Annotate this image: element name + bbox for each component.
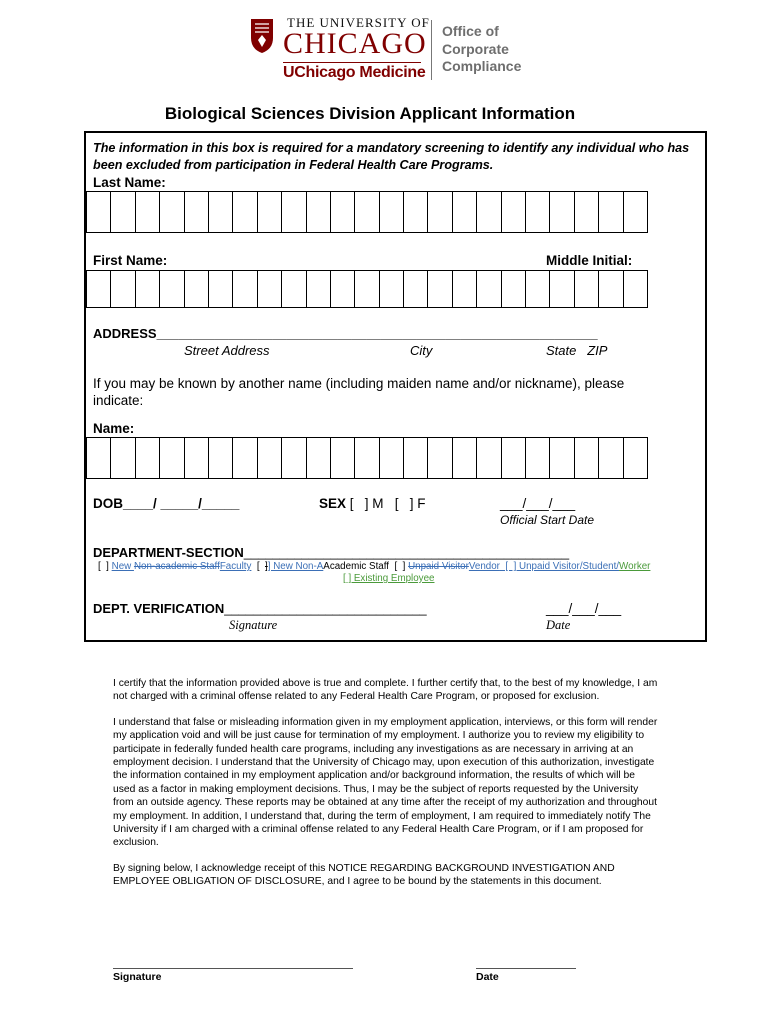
university-small-heading: THE UNIVERSITY OF [287,15,430,30]
certify-paragraph-2: I understand that false or misleading information given in my employment application, interviews, or this form will render my application void and will be just cause for termination of my employment. I authorize you to review my eligibility to participate in federally funded health care programs, including any investigations as are necessary in arriving at an employment decision. I understand that the University of Chicago may, upon execution of this authorization, investigate the information contained in my employment application and/or background information, the results of which will be used as a factor in making employment decisions. Thus, I may be the subject of reports requested by the University from an outside agency. These reports may be obtained at any time after the receipt of my authorization and throughout my employment. In addition, I understand that, during the term of employment, I am required to immediately notify The University if I am charged with a criminal offense related to any Federal Health Care Program, or if I am proposed for exclusion. [113,716,658,849]
char-cell[interactable] [282,270,306,308]
address-field[interactable]: ADDRESS_____________________________________________________________ [93,326,598,341]
char-cell[interactable] [87,191,111,233]
char-cell[interactable] [233,191,257,233]
signature-line[interactable] [113,968,353,969]
verification-date-field[interactable]: ___/___/___ [546,601,622,616]
department-blank[interactable]: _____________________________________________ [243,545,570,560]
option-existing-employee[interactable]: [ ] Existing Employee [343,573,435,584]
char-cell[interactable] [404,270,428,308]
char-cell[interactable] [575,437,599,479]
sex-options[interactable]: [ ] M [ ] F [349,496,426,511]
char-cell[interactable] [575,191,599,233]
logo-divider [283,62,421,63]
char-cell[interactable] [282,437,306,479]
other-name-label: Name: [93,421,135,436]
sex-field[interactable] [319,496,426,511]
other-name-prompt: If you may be known by another name (including maiden name and/or nickname), please indicate: [93,376,625,408]
char-cell[interactable] [209,437,233,479]
char-cell[interactable] [453,437,477,479]
page-title: Biological Sciences Division Applicant Information [164,104,576,123]
char-cell[interactable] [599,437,623,479]
date-caption: Date [546,618,571,632]
char-cell[interactable] [428,437,452,479]
other-name-grid[interactable] [86,437,648,479]
dept-verification-blank[interactable]: ____________________________ [224,601,427,616]
char-cell[interactable] [355,270,379,308]
last-name-grid[interactable] [86,191,648,233]
char-cell[interactable] [136,437,160,479]
char-cell[interactable] [185,437,209,479]
char-cell[interactable] [258,437,282,479]
char-cell[interactable] [258,270,282,308]
char-cell[interactable] [624,437,648,479]
char-cell[interactable] [331,191,355,233]
option-unpaid-visitor-struck: Unpaid Visitor [408,561,469,572]
char-cell[interactable] [355,191,379,233]
char-cell[interactable] [599,191,623,233]
char-cell[interactable] [428,191,452,233]
last-name-label: Last Name: [93,175,166,190]
certify-paragraph-1: I certify that the information provided above is true and complete. I further certify that, to the best of my knowledge, I am not charged with a criminal offense related to any Federal Health Care Program, or proposed for exclusion. [113,678,658,703]
signature-label: Signature [113,971,162,983]
office-line-2: Corporate [442,40,509,57]
char-cell[interactable] [502,437,526,479]
first-name-label: First Name: [93,253,168,268]
office-line-1: Office of [442,23,499,39]
dob-field[interactable]: DOB____/ _____/_____ [93,496,240,511]
char-cell[interactable] [428,270,452,308]
char-cell[interactable] [307,437,331,479]
option-academic-staff: Academic Staff [323,561,390,572]
dept-verification-field[interactable] [93,601,427,616]
char-cell[interactable] [160,191,184,233]
university-seal-icon [250,18,274,54]
dept-verification-label: DEPT. VERIFICATION [93,601,225,616]
char-cell[interactable] [550,270,574,308]
option-new: New [111,561,134,572]
option-vendor: Vendor [468,561,500,572]
option-faculty: Faculty [219,561,252,572]
state-zip-caption: State ZIP [546,343,608,358]
option-worker: Worker [619,561,651,572]
signature-caption: Signature [229,618,278,632]
date-label: Date [476,971,499,983]
department-label: DEPARTMENT-SECTION [93,545,244,560]
char-cell[interactable] [502,270,526,308]
char-cell[interactable] [526,270,550,308]
char-cell[interactable] [111,191,135,233]
char-cell[interactable] [331,437,355,479]
option-bracket[interactable]: [ [251,561,266,572]
char-cell[interactable] [477,437,501,479]
char-cell[interactable] [380,191,404,233]
char-cell[interactable] [477,270,501,308]
char-cell[interactable] [307,270,331,308]
city-caption: City [410,343,433,358]
start-date-caption: Official Start Date [500,513,595,527]
char-cell[interactable] [136,270,160,308]
char-cell[interactable] [87,437,111,479]
char-cell[interactable] [111,437,135,479]
char-cell[interactable] [185,270,209,308]
char-cell[interactable] [185,191,209,233]
sex-label: SEX [319,496,347,511]
option-non-academic-struck: Non-academic Staff [133,561,220,572]
char-cell[interactable] [624,191,648,233]
char-cell[interactable] [380,437,404,479]
char-cell[interactable] [160,270,184,308]
certification-text [113,677,658,901]
uchicago-medicine-logo-text: UChicago Medicine [283,64,426,81]
char-cell[interactable] [599,270,623,308]
option-bracket[interactable]: [ ] [389,561,409,572]
char-cell[interactable] [307,191,331,233]
char-cell[interactable] [209,270,233,308]
option-new-non-a: ] New Non-A [267,561,324,572]
char-cell[interactable] [404,437,428,479]
char-cell[interactable] [233,270,257,308]
char-cell[interactable] [209,191,233,233]
char-cell[interactable] [282,191,306,233]
char-cell[interactable] [526,437,550,479]
char-cell[interactable] [575,270,599,308]
certify-paragraph-3: By signing below, I acknowledge receipt of this NOTICE REGARDING BACKGROUND INVESTIGATION AND EMPLOYEE OBLIGATION OF DISCLOSURE, and I agree to be bound by the statements in this document. [113,862,615,888]
char-cell[interactable] [258,191,282,233]
option-unpaid-visitor-student[interactable]: [ ] Unpaid Visitor/Student/ [499,561,620,572]
department-options [98,561,650,572]
header-vertical-divider [431,20,432,80]
char-cell[interactable] [477,191,501,233]
char-cell[interactable] [624,270,648,308]
char-cell[interactable] [526,191,550,233]
char-cell[interactable] [136,191,160,233]
street-address-caption: Street Address [184,343,270,358]
char-cell[interactable] [380,270,404,308]
university-name: CHICAGO [283,27,427,60]
char-cell[interactable] [453,191,477,233]
option-bracket[interactable]: [ ] [98,561,112,572]
char-cell[interactable] [550,437,574,479]
office-line-3: Compliance [442,58,522,74]
date-line[interactable] [476,968,576,969]
option-bracket-struck: ] [265,561,268,572]
first-name-grid[interactable] [86,270,648,308]
office-name [442,23,521,76]
char-cell[interactable] [355,437,379,479]
middle-initial-label: Middle Initial: [546,253,633,268]
char-cell[interactable] [233,437,257,479]
char-cell[interactable] [404,191,428,233]
char-cell[interactable] [502,191,526,233]
department-section-field[interactable] [93,545,569,560]
char-cell[interactable] [550,191,574,233]
char-cell[interactable] [453,270,477,308]
char-cell[interactable] [160,437,184,479]
char-cell[interactable] [111,270,135,308]
char-cell[interactable] [87,270,111,308]
start-date-field[interactable]: ___/___/___ [500,496,576,511]
char-cell[interactable] [331,270,355,308]
box-intro-text: The information in this box is required for a mandatory screening to identify any individual who has been excluded from participation in Federal Health Care Programs. [93,141,690,172]
